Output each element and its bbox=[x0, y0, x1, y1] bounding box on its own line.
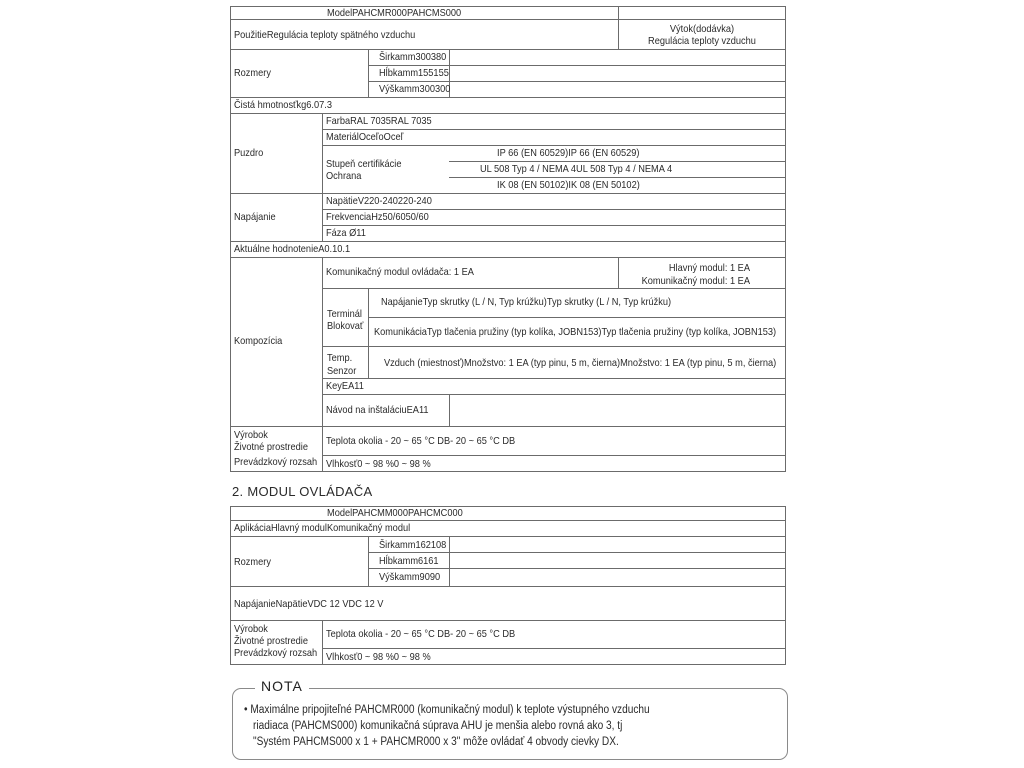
table2-dim-height: Výškamm9090 bbox=[379, 571, 441, 583]
usage-right-2: Regulácia teploty vzduchu bbox=[648, 35, 756, 47]
nota-line-2: riadiaca (PAHCMS000) komunikačná súprava AHU je menšia alebo rovná ako 3, tj bbox=[253, 720, 623, 732]
terminal-power: NapájanieTyp skrutky (L / N, Typ krúžku)Typ skrutky (L / N, Typ krúžku) bbox=[381, 296, 672, 308]
dim-width: Širkamm300380 bbox=[379, 51, 447, 63]
env-temperature: Teplota okolia - 20 ~ 65 °C DB- 20 ~ 65 °C DB bbox=[326, 435, 516, 447]
section-2-title: 2. MODUL OVLÁDAČA bbox=[232, 484, 373, 499]
composition-label: Kompozícia bbox=[234, 335, 283, 347]
sensor-label-2: Senzor bbox=[327, 365, 357, 377]
comm-right-2: Komunikačný modul: 1 EA bbox=[641, 275, 750, 287]
cert-ik: IK 08 (EN 50102)IK 08 (EN 50102) bbox=[497, 179, 640, 191]
table2-dimensions-label: Rozmery bbox=[234, 556, 271, 568]
table2-header: ModelPAHCMM000PAHCMC000 bbox=[327, 507, 463, 519]
housing-material: MateriálOceľoOceľ bbox=[326, 131, 404, 143]
application-row: AplikáciaHlavný modulKomunikačný modul bbox=[234, 522, 411, 534]
nota-line-3: "Systém PAHCMS000 x 1 + PAHCMR000 x 3" môže ovládať 4 obvody cievky DX. bbox=[253, 736, 619, 748]
cert-label-2: Ochrana bbox=[326, 170, 362, 182]
current-rating: Aktuálne hodnotenieA0.10.1 bbox=[234, 243, 351, 255]
nota-line-1: • Maximálne pripojiteľné PAHCMR000 (komunikačný modul) k teplote výstupného vzduchu bbox=[244, 704, 650, 716]
usage-right-1: Výtok(dodávka) bbox=[669, 23, 735, 35]
table2-env-label-3: Prevádzkový rozsah bbox=[234, 647, 318, 659]
power-frequency: FrekvenciaHz50/6050/60 bbox=[326, 211, 429, 223]
table1-header: ModelPAHCMR000PAHCMS000 bbox=[327, 7, 462, 19]
key-row: KeyEA11 bbox=[326, 380, 364, 392]
table2-dim-width: Širkamm162108 bbox=[379, 539, 447, 551]
table2-env-temperature: Teplota okolia - 20 ~ 65 °C DB- 20 ~ 65 °C DB bbox=[326, 628, 516, 640]
dim-height: Výškamm300300 bbox=[379, 83, 451, 95]
cert-ip: IP 66 (EN 60529)IP 66 (EN 60529) bbox=[497, 147, 640, 159]
power-label: Napájanie bbox=[234, 211, 276, 223]
sensor-label-1: Temp. bbox=[327, 352, 353, 364]
table2-dim-depth: Hĺbkamm6161 bbox=[379, 555, 439, 567]
table2-env-label-1: Výrobok bbox=[234, 623, 268, 635]
dim-depth: Hĺbkamm155155 bbox=[379, 67, 449, 79]
nota-title: NOTA bbox=[255, 678, 309, 694]
housing-label: Puzdro bbox=[234, 147, 264, 159]
table2-env-humidity: Vlhkosť0 ~ 98 %0 ~ 98 % bbox=[326, 651, 431, 663]
terminal-comm: KomunikáciaTyp tlačenia pružiny (typ kolíka, JOBN153)Typ tlačenia pružiny (typ kolíka, JOBN153) bbox=[374, 326, 777, 338]
env-label-2: Životné prostredie bbox=[234, 441, 308, 453]
terminal-label-1: Terminál bbox=[327, 308, 362, 320]
comm-right-1: Hlavný modul: 1 EA bbox=[668, 262, 750, 274]
env-label-1: Výrobok bbox=[234, 429, 268, 441]
terminal-label-2: Blokovať bbox=[327, 320, 364, 332]
dimensions-label: Rozmery bbox=[234, 67, 271, 79]
sensor-value: Vzduch (miestnosť)Množstvo: 1 EA (typ pinu, 5 m, čierna)Množstvo: 1 EA (typ pinu, 5 m, čierna) bbox=[384, 357, 777, 369]
table2-env-label-2: Životné prostredie bbox=[234, 635, 308, 647]
env-label-3: Prevádzkový rozsah bbox=[234, 456, 318, 468]
manual-row: Návod na inštaláciuEA11 bbox=[326, 404, 429, 416]
net-weight: Čistá hmotnosťkg6.07.3 bbox=[234, 99, 332, 111]
env-humidity: Vlhkosť0 ~ 98 %0 ~ 98 % bbox=[326, 458, 431, 470]
usage-row: PoužitieRegulácia teploty spätného vzduchu bbox=[234, 29, 416, 41]
housing-color: FarbaRAL 7035RAL 7035 bbox=[326, 115, 432, 127]
power-voltage: NapätieV220-240220-240 bbox=[326, 195, 432, 207]
table2-power: NapájanieNapätieVDC 12 VDC 12 V bbox=[234, 598, 384, 610]
comm-module: Komunikačný modul ovládača: 1 EA bbox=[326, 266, 474, 278]
cert-label-1: Stupeň certifikácie bbox=[326, 158, 402, 170]
power-phase: Fáza Ø11 bbox=[326, 227, 366, 239]
cert-ul: UL 508 Typ 4 / NEMA 4UL 508 Typ 4 / NEMA 4 bbox=[480, 163, 673, 175]
